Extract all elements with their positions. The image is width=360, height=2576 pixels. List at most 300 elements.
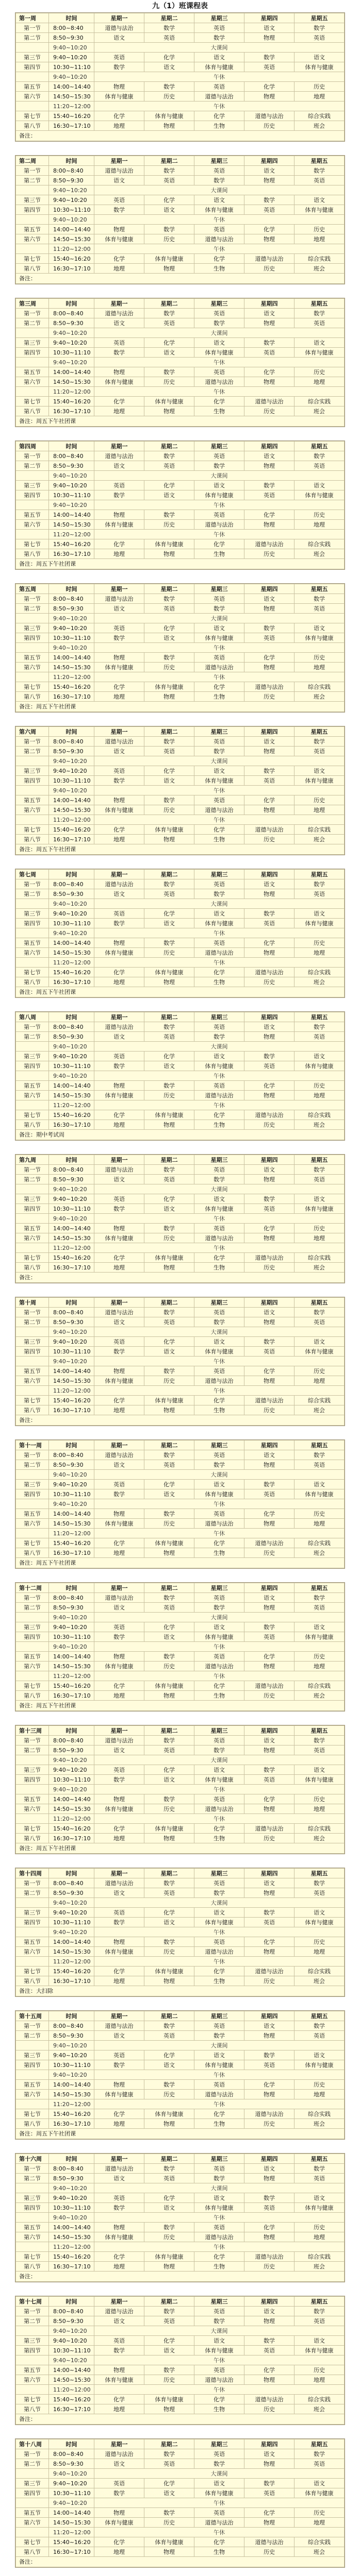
break-row	[16, 1814, 345, 1824]
lesson-row	[16, 481, 345, 490]
period-label: 第一节	[16, 1736, 49, 1745]
break-label: 午休	[94, 2099, 345, 2109]
week-timetable	[15, 155, 345, 284]
subject-cell: 地理	[294, 1376, 345, 1386]
period-time: 14:00~14:40	[49, 1224, 94, 1233]
lesson-row	[16, 682, 345, 692]
subject-cell: 化学	[194, 2109, 244, 2119]
period-label: 第八节	[16, 692, 49, 702]
period-label: 第四节	[16, 490, 49, 500]
day-header: 星期五	[294, 584, 345, 594]
period-time: 16:30~17:10	[49, 692, 94, 702]
period-label: 第七节	[16, 1110, 49, 1120]
period-time: 8:50~9:30	[49, 1175, 94, 1184]
break-row	[16, 1327, 345, 1337]
break-time: 9:40~10:20	[49, 1214, 94, 1224]
note-row	[16, 1273, 345, 1283]
period-label: 第七节	[16, 1967, 49, 1976]
subject-cell: 英语	[94, 1622, 144, 1632]
subject-cell: 英语	[194, 367, 244, 377]
subject-cell: 语文	[294, 766, 345, 776]
day-header: 星期四	[244, 584, 294, 594]
timetable-grid	[15, 1012, 345, 1140]
subject-cell: 语文	[94, 2031, 144, 2041]
subject-cell: 化学	[244, 1509, 294, 1519]
subject-cell: 物理	[244, 2031, 294, 2041]
subject-cell: 道德与法治	[244, 682, 294, 692]
day-header: 星期三	[194, 870, 244, 879]
lesson-row	[16, 1052, 345, 1061]
period-label: 第六节	[16, 663, 49, 672]
break-time: 11:20~12:00	[49, 530, 94, 539]
subject-cell: 历史	[144, 1662, 194, 1671]
lesson-row	[16, 309, 345, 318]
subject-cell: 数学	[144, 2080, 194, 2090]
subject-cell: 英语	[294, 1460, 345, 1470]
break-label: 大课间	[94, 2469, 345, 2479]
break-row	[16, 2213, 345, 2223]
break-time: 9:40~10:20	[49, 185, 94, 195]
day-header: 星期三	[194, 584, 244, 594]
lesson-row	[16, 2060, 345, 2070]
subject-cell: 语文	[294, 1337, 345, 1347]
lesson-row	[16, 33, 345, 43]
break-row	[16, 1386, 345, 1396]
break-time: 11:20~12:00	[49, 672, 94, 682]
break-blank	[16, 1357, 49, 1366]
week-label: 第十七周	[16, 2297, 49, 2307]
subject-cell: 数学	[94, 1632, 144, 1642]
subject-cell: 化学	[194, 1396, 244, 1405]
subject-cell: 生物	[194, 549, 244, 559]
subject-cell: 英语	[144, 1032, 194, 1042]
subject-cell: 体育与健康	[144, 1538, 194, 1548]
subject-cell: 物理	[144, 1405, 194, 1415]
day-header: 星期四	[244, 870, 294, 879]
header-row	[16, 13, 345, 23]
subject-cell: 语文	[194, 1908, 244, 1918]
break-time: 9:40~10:20	[49, 328, 94, 338]
subject-cell: 历史	[244, 2262, 294, 2272]
subject-cell: 语文	[244, 2164, 294, 2174]
subject-cell: 道德与法治	[94, 451, 144, 461]
subject-cell: 体育与健康	[294, 490, 345, 500]
subject-cell: 语文	[144, 2346, 194, 2355]
subject-cell: 化学	[194, 397, 244, 406]
note-cell	[16, 559, 345, 569]
period-time: 14:50~15:30	[49, 2375, 94, 2385]
lesson-row	[16, 805, 345, 815]
lesson-row	[16, 1022, 345, 1032]
day-header: 星期三	[194, 2154, 244, 2164]
subject-cell: 数学	[94, 348, 144, 358]
note-label: 备注：	[19, 1702, 36, 1709]
subject-cell: 化学	[194, 1967, 244, 1976]
subject-cell: 体育与健康	[144, 968, 194, 977]
subject-cell: 历史	[144, 1519, 194, 1529]
period-label: 第六节	[16, 1376, 49, 1386]
period-label: 第三节	[16, 623, 49, 633]
period-label: 第三节	[16, 1337, 49, 1347]
note-text: 期中考试周	[36, 1131, 64, 1138]
lesson-row	[16, 1804, 345, 1814]
subject-cell: 化学	[194, 1110, 244, 1120]
subject-cell: 地理	[94, 1405, 144, 1415]
note-cell	[16, 2272, 345, 2282]
day-header: 星期四	[244, 1869, 294, 1878]
break-blank	[16, 2041, 49, 2050]
day-header: 星期四	[244, 1012, 294, 1022]
subject-cell: 英语	[144, 889, 194, 899]
lesson-row	[16, 1460, 345, 1470]
subject-cell: 道德与法治	[194, 2518, 244, 2528]
header-row	[16, 870, 345, 879]
lesson-row	[16, 1794, 345, 1804]
subject-cell: 英语	[244, 776, 294, 786]
subject-cell: 英语	[244, 2488, 294, 2498]
break-label: 午休	[94, 530, 345, 539]
subject-cell: 数学	[194, 747, 244, 756]
header-row	[16, 1869, 345, 1878]
period-label: 第四节	[16, 2203, 49, 2213]
subject-cell: 道德与法治	[94, 594, 144, 604]
timetable-grid	[15, 13, 345, 141]
period-time: 16:30~17:10	[49, 2547, 94, 2557]
period-time: 9:40~10:20	[49, 1052, 94, 1061]
subject-cell: 化学	[94, 111, 144, 121]
break-label: 午休	[94, 1642, 345, 1652]
period-label: 第七节	[16, 111, 49, 121]
note-row	[16, 1986, 345, 1996]
subject-cell: 数学	[244, 1622, 294, 1632]
subject-cell: 英语	[194, 1509, 244, 1519]
subject-cell: 数学	[244, 1194, 294, 1204]
subject-cell: 数学	[144, 2164, 194, 2174]
break-blank	[16, 1071, 49, 1081]
break-blank	[16, 614, 49, 623]
break-blank	[16, 1499, 49, 1509]
day-header: 星期五	[294, 1012, 345, 1022]
subject-cell: 数学	[144, 653, 194, 663]
subject-cell: 语文	[244, 23, 294, 33]
lesson-row	[16, 1548, 345, 1558]
lesson-row	[16, 1061, 345, 1071]
period-time: 16:30~17:10	[49, 264, 94, 274]
subject-cell: 化学	[94, 2537, 144, 2547]
period-time: 14:50~15:30	[49, 663, 94, 672]
subject-cell: 数学	[194, 1603, 244, 1613]
subject-cell: 英语	[194, 2223, 244, 2232]
timetable-grid	[15, 1155, 345, 1283]
subject-cell: 体育与健康	[94, 234, 144, 244]
subject-cell: 道德与法治	[194, 663, 244, 672]
break-row	[16, 1042, 345, 1052]
period-time: 9:40~10:20	[49, 2050, 94, 2060]
lesson-row	[16, 377, 345, 387]
break-time: 11:20~12:00	[49, 1814, 94, 1824]
lesson-row	[16, 1519, 345, 1529]
subject-cell: 英语	[194, 938, 244, 948]
break-time: 9:40~10:20	[49, 1755, 94, 1765]
week-label: 第十六周	[16, 2154, 49, 2164]
period-time: 10:30~11:10	[49, 633, 94, 643]
note-cell	[16, 416, 345, 427]
week-label: 第十周	[16, 1298, 49, 1308]
period-time: 14:50~15:30	[49, 1376, 94, 1386]
subject-cell: 语文	[244, 1450, 294, 1460]
subject-cell: 数学	[94, 2060, 144, 2070]
subject-cell: 体育与健康	[194, 1061, 244, 1071]
lesson-row	[16, 2174, 345, 2183]
period-label: 第六节	[16, 1947, 49, 1957]
subject-cell: 语文	[294, 2336, 345, 2346]
subject-cell: 道德与法治	[244, 2109, 294, 2119]
subject-cell: 英语	[144, 1745, 194, 1755]
subject-cell: 英语	[194, 82, 244, 92]
subject-cell: 物理	[244, 461, 294, 471]
subject-cell: 物理	[244, 176, 294, 185]
period-time: 8:00~8:40	[49, 23, 94, 33]
subject-cell: 道德与法治	[94, 1022, 144, 1032]
subject-cell: 物理	[94, 2508, 144, 2518]
lesson-row	[16, 1032, 345, 1042]
subject-cell: 数学	[294, 23, 345, 33]
subject-cell: 历史	[244, 1548, 294, 1558]
break-time: 9:40~10:20	[49, 786, 94, 795]
subject-cell: 历史	[244, 835, 294, 844]
subject-cell: 化学	[194, 682, 244, 692]
break-label: 大课间	[94, 899, 345, 909]
period-time: 10:30~11:10	[49, 205, 94, 215]
period-label: 第七节	[16, 254, 49, 264]
subject-cell: 英语	[144, 1175, 194, 1184]
break-time: 9:40~10:20	[49, 358, 94, 367]
subject-cell: 语文	[94, 176, 144, 185]
lesson-row	[16, 1681, 345, 1691]
subject-cell: 体育与健康	[194, 1489, 244, 1499]
subject-cell: 化学	[144, 2479, 194, 2488]
subject-cell: 数学	[144, 510, 194, 520]
period-time: 14:00~14:40	[49, 2365, 94, 2375]
time-header: 时间	[49, 584, 94, 594]
header-row	[16, 1298, 345, 1308]
period-time: 8:50~9:30	[49, 2316, 94, 2326]
subject-cell: 语文	[194, 623, 244, 633]
day-header: 星期三	[194, 727, 244, 737]
break-row	[16, 215, 345, 225]
day-header: 星期一	[94, 1298, 144, 1308]
break-label: 午休	[94, 2385, 345, 2395]
subject-cell: 地理	[94, 2547, 144, 2557]
subject-cell: 化学	[194, 539, 244, 549]
subject-cell: 化学	[144, 2336, 194, 2346]
break-label: 午休	[94, 815, 345, 825]
lesson-row	[16, 2223, 345, 2232]
note-text: 周五下午社团课	[36, 989, 76, 995]
subject-cell: 数学	[94, 2488, 144, 2498]
subject-cell: 道德与法治	[194, 234, 244, 244]
subject-cell: 化学	[244, 2508, 294, 2518]
subject-cell: 化学	[144, 909, 194, 919]
period-time: 15:40~16:20	[49, 2395, 94, 2404]
subject-cell: 道德与法治	[94, 1308, 144, 1317]
subject-cell: 化学	[244, 510, 294, 520]
subject-cell: 体育与健康	[94, 2375, 144, 2385]
period-time: 8:00~8:40	[49, 594, 94, 604]
subject-cell: 数学	[144, 2449, 194, 2459]
time-header: 时间	[49, 1298, 94, 1308]
period-label: 第四节	[16, 62, 49, 72]
break-label: 午休	[94, 1071, 345, 1081]
subject-cell: 地理	[94, 406, 144, 416]
subject-cell: 体育与健康	[144, 682, 194, 692]
day-header: 星期二	[144, 584, 194, 594]
subject-cell: 化学	[144, 1337, 194, 1347]
subject-cell: 英语	[194, 2080, 244, 2090]
subject-cell: 生物	[194, 2404, 244, 2414]
subject-cell: 物理	[94, 2080, 144, 2090]
period-time: 16:30~17:10	[49, 835, 94, 844]
day-header: 星期四	[244, 1155, 294, 1165]
period-label: 第一节	[16, 1308, 49, 1317]
break-row	[16, 500, 345, 510]
subject-cell: 物理	[244, 318, 294, 328]
subject-cell: 数学	[144, 1593, 194, 1603]
subject-cell: 综合实践	[294, 1110, 345, 1120]
subject-cell: 物理	[244, 2459, 294, 2469]
day-header: 星期一	[94, 1726, 144, 1736]
subject-cell: 物理	[244, 2090, 294, 2099]
break-label: 午休	[94, 1499, 345, 1509]
subject-cell: 体育与健康	[294, 776, 345, 786]
lesson-row	[16, 1233, 345, 1243]
subject-cell: 语文	[144, 62, 194, 72]
subject-cell: 综合实践	[294, 1253, 345, 1263]
subject-cell: 语文	[144, 633, 194, 643]
period-label: 第一节	[16, 2021, 49, 2031]
subject-cell: 英语	[144, 1317, 194, 1327]
note-label: 备注：	[19, 1845, 36, 1852]
subject-cell: 体育与健康	[294, 1204, 345, 1214]
period-label: 第五节	[16, 82, 49, 92]
break-label: 午休	[94, 1529, 345, 1538]
subject-cell: 体育与健康	[294, 205, 345, 215]
week-timetable	[15, 440, 345, 570]
subject-cell: 英语	[194, 1022, 244, 1032]
break-row	[16, 1100, 345, 1110]
subject-cell: 语文	[194, 53, 244, 62]
break-label: 大课间	[94, 614, 345, 623]
subject-cell: 化学	[94, 2252, 144, 2262]
day-header: 星期四	[244, 156, 294, 166]
subject-cell: 道德与法治	[194, 805, 244, 815]
break-label: 午休	[94, 2498, 345, 2508]
subject-cell: 英语	[294, 318, 345, 328]
subject-cell: 地理	[94, 835, 144, 844]
lesson-row	[16, 1317, 345, 1327]
period-label: 第三节	[16, 481, 49, 490]
break-time: 9:40~10:20	[49, 2498, 94, 2508]
subject-cell: 英语	[94, 1337, 144, 1347]
day-header: 星期四	[244, 13, 294, 23]
break-blank	[16, 2385, 49, 2395]
break-time: 11:20~12:00	[49, 2242, 94, 2252]
subject-cell: 生物	[194, 2547, 244, 2557]
period-time: 16:30~17:10	[49, 121, 94, 131]
break-label: 大课间	[94, 2041, 345, 2050]
subject-cell: 化学	[94, 682, 144, 692]
break-blank	[16, 2099, 49, 2109]
break-time: 11:20~12:00	[49, 1100, 94, 1110]
subject-cell: 语文	[144, 1918, 194, 1927]
period-label: 第四节	[16, 776, 49, 786]
note-row	[16, 131, 345, 141]
subject-cell: 英语	[144, 747, 194, 756]
subject-cell: 道德与法治	[94, 879, 144, 889]
period-time: 8:50~9:30	[49, 889, 94, 899]
break-time: 11:20~12:00	[49, 815, 94, 825]
subject-cell: 语文	[294, 338, 345, 348]
subject-cell: 数学	[144, 451, 194, 461]
period-label: 第三节	[16, 53, 49, 62]
subject-cell: 语文	[94, 318, 144, 328]
subject-cell: 数学	[144, 2307, 194, 2316]
period-time: 8:00~8:40	[49, 1736, 94, 1745]
subject-cell: 数学	[144, 1165, 194, 1175]
period-time: 8:50~9:30	[49, 33, 94, 43]
note-label: 备注：	[19, 561, 36, 567]
week-label: 第十一周	[16, 1440, 49, 1450]
note-label: 备注：	[19, 418, 36, 425]
period-time: 15:40~16:20	[49, 1110, 94, 1120]
subject-cell: 体育与健康	[94, 2518, 144, 2528]
subject-cell: 语文	[244, 1308, 294, 1317]
subject-cell: 数学	[244, 1765, 294, 1775]
subject-cell: 英语	[294, 1317, 345, 1327]
subject-cell: 道德与法治	[244, 254, 294, 264]
subject-cell: 数学	[294, 737, 345, 747]
subject-cell: 英语	[244, 2203, 294, 2213]
subject-cell: 语文	[194, 1622, 244, 1632]
subject-cell: 数学	[294, 879, 345, 889]
day-header: 星期四	[244, 2154, 294, 2164]
period-label: 第八节	[16, 2547, 49, 2557]
break-row	[16, 2070, 345, 2080]
subject-cell: 化学	[94, 1681, 144, 1691]
period-time: 15:40~16:20	[49, 2252, 94, 2262]
subject-cell: 英语	[94, 481, 144, 490]
break-label: 午休	[94, 2070, 345, 2080]
period-time: 15:40~16:20	[49, 1681, 94, 1691]
break-row	[16, 2183, 345, 2193]
subject-cell: 生物	[194, 264, 244, 274]
lesson-row	[16, 879, 345, 889]
break-blank	[16, 1814, 49, 1824]
subject-cell: 体育与健康	[194, 1918, 244, 1927]
period-time: 16:30~17:10	[49, 2404, 94, 2414]
subject-cell: 物理	[94, 1366, 144, 1376]
subject-cell: 数学	[194, 1032, 244, 1042]
subject-cell: 班会	[294, 977, 345, 987]
subject-cell: 语文	[244, 2307, 294, 2316]
subject-cell: 数学	[294, 1022, 345, 1032]
lesson-row	[16, 1308, 345, 1317]
break-row	[16, 2355, 345, 2365]
break-row	[16, 43, 345, 53]
lesson-row	[16, 2252, 345, 2262]
subject-cell: 体育与健康	[94, 2232, 144, 2242]
break-blank	[16, 672, 49, 682]
